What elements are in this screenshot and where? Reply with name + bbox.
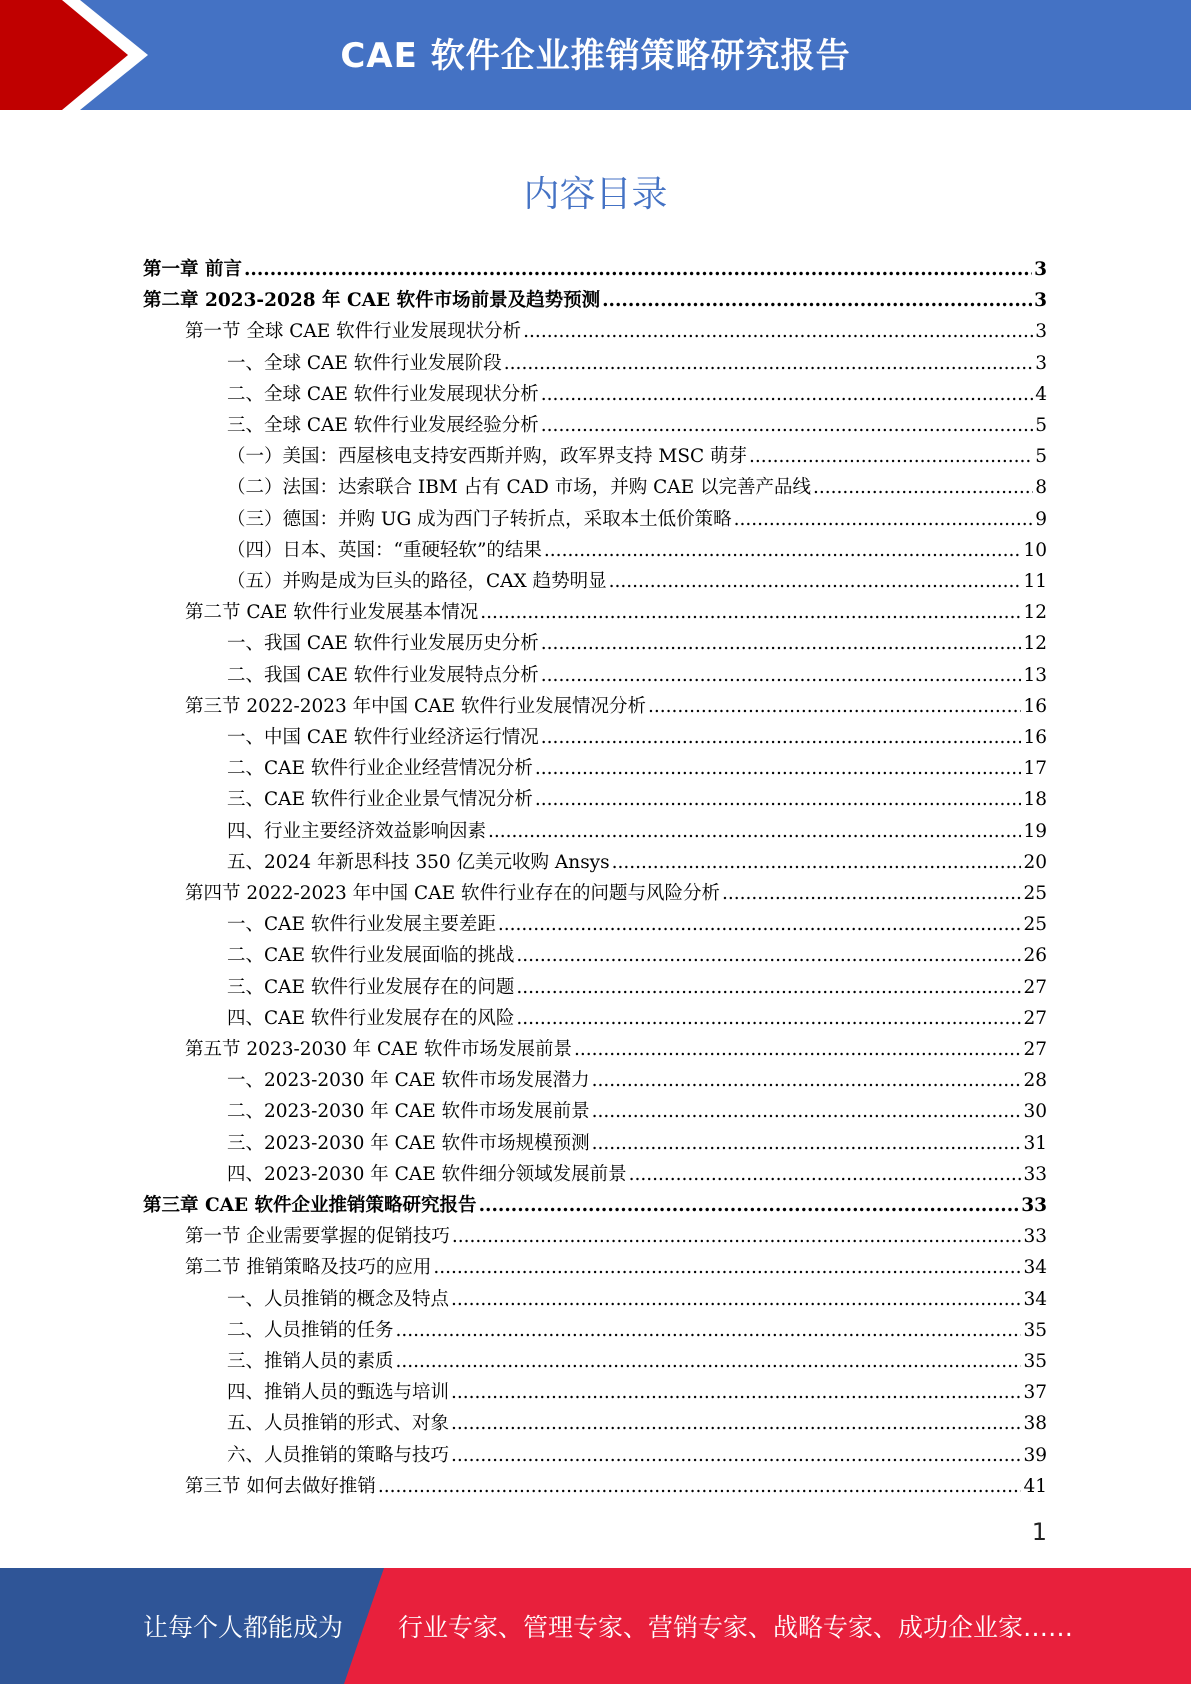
toc-leader-dots [516,972,1021,1003]
page-number: 1 [1031,1518,1047,1546]
toc-leader-dots [734,504,1034,535]
toc-leader-dots [451,1284,1021,1315]
toc-entry-title: 六、人员推销的策略与技巧 [227,1444,450,1466]
toc-leader-dots [592,1096,1022,1127]
toc-entry[interactable] [143,1440,1047,1471]
toc-entry-page: 33 [1023,1163,1047,1185]
toc-entry-title: （五）并购是成为巨头的路径，CAX 趋势明显 [227,571,607,592]
toc-entry-page: 26 [1023,945,1047,967]
toc-entry-page: 11 [1023,571,1047,592]
toc-entry-page: 38 [1023,1413,1047,1435]
footer-slogan-right: 行业专家、管理专家、营销专家、战略专家、成功企业家…… [398,1613,1074,1642]
toc-entry-page: 10 [1023,539,1047,561]
toc-entry-page: 19 [1023,820,1047,842]
toc-entry-title: 第五节 2023-2030 年 CAE 软件市场发展前景 [185,1039,572,1060]
footer-banner [0,1568,1191,1684]
toc-entry-title: 一、我国 CAE 软件行业发展历史分析 [227,633,539,655]
toc-entry-page: 5 [1035,415,1047,436]
toc-entry-title: 二、我国 CAE 软件行业发展特点分析 [227,664,539,686]
toc-entry-page: 34 [1023,1288,1047,1310]
toc-leader-dots [523,316,1033,347]
toc-entry[interactable] [143,1034,1047,1065]
toc-entry[interactable] [143,1003,1047,1034]
toc-entry-page: 3 [1035,321,1047,343]
toc-entry-page: 16 [1023,727,1047,748]
toc-entry[interactable] [143,878,1047,909]
toc-leader-dots [452,1221,1022,1252]
toc-leader-dots [544,535,1022,566]
toc-leader-dots [498,909,1022,940]
toc-entry[interactable] [143,784,1047,815]
toc-entry[interactable] [143,1471,1047,1502]
toc-leader-dots [541,722,1022,753]
toc-leader-dots [516,1003,1021,1034]
toc-leader-dots [541,410,1033,441]
toc-entry-title: 第三节 如何去做好推销 [185,1475,376,1497]
toc-entry[interactable] [143,504,1047,535]
toc-entry-page: 25 [1023,883,1047,904]
toc-leader-dots [504,348,1033,379]
document-title: CAE 软件企业推销策略研究报告 [340,36,851,76]
toc-entry[interactable] [143,379,1047,410]
toc-entry-page: 27 [1023,976,1047,998]
toc-leader-dots [378,1471,1022,1502]
toc-entry[interactable] [143,1190,1047,1221]
toc-entry-title: 一、2023-2030 年 CAE 软件市场发展潜力 [227,1070,590,1092]
toc-entry-title: 四、2023-2030 年 CAE 软件细分领域发展前景 [227,1163,627,1185]
toc-entry-page: 30 [1023,1101,1047,1123]
toc-leader-dots [648,691,1021,722]
toc-entry-page: 35 [1023,1319,1047,1341]
toc-leader-dots [612,847,1022,878]
toc-entry-page: 35 [1023,1351,1047,1372]
toc-entry-title: 第二章 2023-2028 年 CAE 软件市场前景及趋势预测 [143,290,601,312]
toc-entry-title: 二、CAE 软件行业企业经营情况分析 [227,758,533,780]
toc-entry[interactable] [143,1252,1047,1283]
toc-entry-page: 31 [1023,1132,1047,1154]
toc-entry[interactable] [143,753,1047,784]
toc-leader-dots [396,1346,1022,1377]
toc-entry-page: 33 [1021,1195,1047,1216]
toc-entry-title: 四、行业主要经济效益影响因素 [227,820,487,842]
toc-entry-page: 41 [1023,1475,1047,1497]
toc-entry[interactable] [143,722,1047,753]
toc-entry-title: 五、2024 年新思科技 350 亿美元收购 Ansys [227,851,610,873]
toc-entry[interactable] [143,348,1047,379]
header-banner [0,0,1191,110]
toc-entry-title: （四）日本、英国：“重硬轻软”的结果 [227,539,542,561]
toc-entry-page: 39 [1023,1444,1047,1466]
toc-leader-dots [749,441,1033,472]
toc-leader-dots [516,940,1021,971]
toc-entry[interactable] [143,254,1047,285]
toc-entry-title: 一、CAE 软件行业发展主要差距 [227,914,496,936]
toc-entry-page: 3 [1035,352,1047,374]
toc-entry-title: 二、人员推销的任务 [227,1319,394,1341]
toc-entry-title: 一、人员推销的概念及特点 [227,1288,450,1310]
toc-entry-title: 二、CAE 软件行业发展面临的挑战 [227,945,515,967]
toc-entry-page: 13 [1023,664,1047,686]
toc-entry[interactable] [143,316,1047,347]
toc-entry[interactable] [143,847,1047,878]
toc-leader-dots [541,379,1033,410]
toc-entry[interactable] [143,472,1047,503]
toc-entry-page: 33 [1023,1226,1047,1248]
toc-entry[interactable] [143,691,1047,722]
toc-leader-dots [609,566,1022,597]
toc-entry-page: 20 [1023,851,1047,873]
toc-entry-title: 三、全球 CAE 软件行业发展经验分析 [227,415,539,436]
toc-entry[interactable] [143,1221,1047,1252]
toc-entry-title: 第一节 全球 CAE 软件行业发展现状分析 [185,321,522,343]
toc-leader-dots [479,1190,1020,1221]
toc-leader-dots [535,784,1022,815]
toc-entry-title: 第二节 CAE 软件行业发展基本情况 [185,602,479,624]
toc-entry[interactable] [143,410,1047,441]
toc-entry-page: 34 [1023,1257,1047,1279]
toc-leader-dots [396,1315,1022,1346]
toc-entry-title: 第二节 推销策略及技巧的应用 [185,1257,432,1279]
toc-entry[interactable] [143,597,1047,628]
toc-entry[interactable] [143,1284,1047,1315]
toc-entry-title: 三、CAE 软件行业发展存在的问题 [227,976,515,998]
toc-entry[interactable] [143,1096,1047,1127]
toc-leader-dots [574,1034,1021,1065]
toc-entry-page: 17 [1023,758,1047,780]
toc-entry[interactable] [143,1346,1047,1377]
toc-leader-dots [541,660,1022,691]
toc-entry-page: 28 [1023,1070,1047,1092]
toc-entry-title: 四、推销人员的甄选与培训 [227,1382,450,1404]
toc-leader-dots [451,1377,1021,1408]
toc-entry-page: 5 [1035,446,1047,468]
toc-entry[interactable] [143,1315,1047,1346]
toc-leader-dots [722,878,1021,909]
toc-entry-title: （二）法国：达索联合 IBM 占有 CAD 市场，并购 CAE 以完善产品线 [227,477,811,499]
toc-entry-page: 9 [1035,508,1047,530]
toc-entry[interactable] [143,535,1047,566]
toc-entry[interactable] [143,816,1047,847]
toc-leader-dots [629,1159,1022,1190]
toc-entry[interactable] [143,1128,1047,1159]
toc-entry-page: 12 [1023,633,1047,655]
toc-entry-title: 第三节 2022-2023 年中国 CAE 软件行业发展情况分析 [185,695,646,717]
toc-leader-dots [451,1440,1021,1471]
toc-entry[interactable] [143,1065,1047,1096]
toc-entry-title: （三）德国：并购 UG 成为西门子转折点，采取本土低价策略 [227,508,732,530]
toc-entry-title: 第三章 CAE 软件企业推销策略研究报告 [143,1195,477,1216]
toc-entry-title: 二、2023-2030 年 CAE 软件市场发展前景 [227,1101,590,1123]
toc-leader-dots [602,285,1032,316]
toc-entry-page: 12 [1023,602,1047,624]
toc-entry-title: 三、推销人员的素质 [227,1351,394,1372]
footer-slogan-left: 让每个人都能成为 [143,1613,344,1642]
toc-entry-title: 二、全球 CAE 软件行业发展现状分析 [227,383,539,405]
toc-entry[interactable] [143,566,1047,597]
toc-entry[interactable] [143,972,1047,1003]
toc-entry[interactable] [143,441,1047,472]
toc-entry[interactable] [143,1408,1047,1439]
toc-entry-title: 一、中国 CAE 软件行业经济运行情况 [227,727,539,748]
toc-entry[interactable] [143,909,1047,940]
toc-leader-dots [451,1408,1021,1439]
toc-entry-title: 第一章 前言 [143,259,242,280]
toc-entry-page: 27 [1023,1039,1047,1060]
toc-entry-page: 3 [1034,259,1047,280]
toc-entry-page: 27 [1023,1007,1047,1029]
toc-entry-page: 4 [1035,383,1047,405]
toc-entry[interactable] [143,660,1047,691]
toc-entry-page: 16 [1023,695,1047,717]
toc-entry[interactable] [143,628,1047,659]
toc-entry-title: 四、CAE 软件行业发展存在的风险 [227,1007,515,1029]
toc-entry-page: 3 [1034,290,1047,312]
toc-leader-dots [488,816,1021,847]
toc-entry-title: 第一节 企业需要掌握的促销技巧 [185,1226,450,1248]
toc-entry[interactable] [143,1159,1047,1190]
toc-entry-page: 25 [1023,914,1047,936]
toc-entry-title: 一、全球 CAE 软件行业发展阶段 [227,352,502,374]
toc-entry-title: 第四节 2022-2023 年中国 CAE 软件行业存在的问题与风险分析 [185,883,720,904]
toc-leader-dots [592,1128,1022,1159]
toc-entry-title: （一）美国：西屋核电支持安西斯并购，政军界支持 MSC 萌芽 [227,446,748,468]
toc-leader-dots [592,1065,1022,1096]
toc-leader-dots [813,472,1033,503]
toc-leader-dots [535,753,1022,784]
toc-leader-dots [244,254,1032,285]
toc-entry-page: 8 [1035,477,1047,499]
toc-entry-title: 三、2023-2030 年 CAE 软件市场规模预测 [227,1132,590,1154]
toc-entry[interactable] [143,940,1047,971]
toc-entry[interactable] [143,1377,1047,1408]
toc-entry-title: 五、人员推销的形式、对象 [227,1413,450,1435]
toc-leader-dots [480,597,1021,628]
toc-leader-dots [433,1252,1021,1283]
toc-entry[interactable] [143,285,1047,316]
toc-heading: 内容目录 [523,174,668,215]
toc-entry-title: 三、CAE 软件行业企业景气情况分析 [227,789,533,811]
toc-entry-page: 18 [1023,789,1047,811]
toc-entry-page: 37 [1023,1382,1047,1404]
toc-leader-dots [541,628,1022,659]
